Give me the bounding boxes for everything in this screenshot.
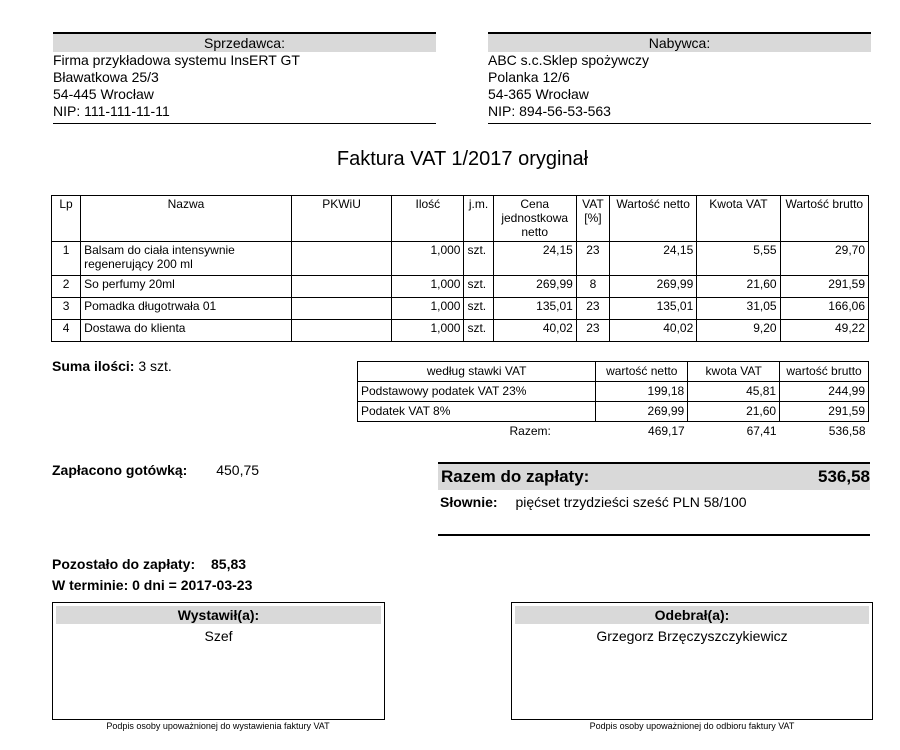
- cell-pkwiu: [291, 276, 391, 298]
- cell-netto: 40,02: [609, 320, 696, 342]
- sum-qty-label: Suma ilości:: [52, 358, 135, 374]
- cell-kwota: 31,05: [697, 298, 780, 320]
- col-netto: Wartość netto: [609, 196, 696, 242]
- cell-ilosc: 1,000: [392, 298, 464, 320]
- remaining: [52, 556, 246, 572]
- vat-netto: 199,18: [596, 382, 688, 402]
- cell-kwota: 9,20: [697, 320, 780, 342]
- cell-ilosc: 1,000: [392, 320, 464, 342]
- due-date: W terminie: 0 dni = 2017-03-23: [52, 577, 253, 593]
- remaining-label: Pozostało do zapłaty:: [52, 556, 196, 572]
- total-due-bar: [438, 462, 870, 490]
- cell-kwota: 21,60: [697, 276, 780, 298]
- vat-col-kwota: kwota VAT: [688, 362, 780, 382]
- cell-pkwiu: [291, 242, 391, 276]
- cell-vat: 8: [576, 276, 609, 298]
- cell-brutto: 29,70: [780, 242, 868, 276]
- cell-cena: 135,01: [493, 298, 576, 320]
- cell-ilosc: 1,000: [392, 276, 464, 298]
- vat-total-row: [358, 422, 869, 442]
- paid-value: 450,75: [216, 462, 260, 478]
- table-row: [358, 402, 869, 422]
- items-table: [51, 195, 869, 342]
- cell-cena: 269,99: [493, 276, 576, 298]
- total-due-value: 536,58: [818, 467, 870, 486]
- vat-rate-label: Podatek VAT 8%: [358, 402, 596, 422]
- col-brutto: Wartość brutto: [780, 196, 868, 242]
- cell-vat: 23: [576, 242, 609, 276]
- cell-netto: 269,99: [609, 276, 696, 298]
- cell-nazwa: So perfumy 20ml: [81, 276, 292, 298]
- col-jm: j.m.: [464, 196, 493, 242]
- cell-vat: 23: [576, 320, 609, 342]
- seller-street: Bławatkowa 25/3: [53, 69, 159, 85]
- cell-vat: 23: [576, 298, 609, 320]
- vat-total-label: Razem:: [509, 424, 551, 438]
- received-by-caption: Podpis osoby upoważnionej do odbioru faktury VAT: [589, 721, 795, 731]
- vat-netto: 269,99: [596, 402, 688, 422]
- paid-cash: [52, 462, 259, 478]
- issued-by-box: [52, 602, 385, 720]
- cell-netto: 24,15: [609, 242, 696, 276]
- received-by-box: [511, 602, 873, 720]
- words-value: pięćset trzydzieści sześć PLN 58/100: [515, 494, 747, 510]
- issued-by-caption: Podpis osoby upoważnionej do wystawienia faktury VAT: [106, 721, 330, 731]
- vat-kwota: 21,60: [688, 402, 780, 422]
- sum-qty-value: 3 szt.: [138, 358, 172, 374]
- received-by-header: Odebrał(a):: [515, 606, 869, 624]
- vat-total-netto: 469,17: [648, 424, 685, 438]
- vat-kwota: 45,81: [688, 382, 780, 402]
- sum-qty: [52, 358, 172, 374]
- seller-header: Sprzedawca:: [53, 32, 436, 52]
- table-row: [52, 276, 869, 298]
- buyer-street: Polanka 12/6: [488, 69, 570, 85]
- cell-nazwa: Dostawa do klienta: [81, 320, 292, 342]
- table-row: [52, 242, 869, 276]
- table-row: [358, 382, 869, 402]
- vat-rate-label: Podstawowy podatek VAT 23%: [358, 382, 596, 402]
- cell-kwota: 5,55: [697, 242, 780, 276]
- cell-lp: 1: [52, 242, 81, 276]
- vat-summary-table: [357, 361, 869, 441]
- cell-pkwiu: [291, 298, 391, 320]
- amount-in-words: [440, 494, 747, 510]
- words-divider: [438, 534, 870, 536]
- cell-brutto: 291,59: [780, 276, 868, 298]
- cell-nazwa: Pomadka długotrwała 01: [81, 298, 292, 320]
- cell-netto: 135,01: [609, 298, 696, 320]
- seller-name: Firma przykładowa systemu InsERT GT: [53, 52, 300, 68]
- issued-by-header: Wystawił(a):: [56, 606, 381, 624]
- col-vat: VAT [%]: [576, 196, 609, 242]
- cell-lp: 4: [52, 320, 81, 342]
- vat-total-brutto: 536,58: [828, 424, 866, 438]
- seller-block: [53, 32, 436, 124]
- col-pkwiu: PKWiU: [291, 196, 391, 242]
- cell-nazwa: Balsam do ciała intensywnie regenerujący 200 ml: [81, 242, 292, 276]
- words-label: Słownie:: [440, 494, 498, 510]
- col-kwota: Kwota VAT: [697, 196, 780, 242]
- remaining-value: 85,83: [211, 556, 247, 572]
- col-cena: Cena jednostkowa netto: [493, 196, 576, 242]
- cell-cena: 24,15: [493, 242, 576, 276]
- table-row: [52, 298, 869, 320]
- seller-nip: NIP: 111-111-11-11: [53, 103, 170, 119]
- buyer-nip: NIP: 894-56-53-563: [488, 103, 611, 119]
- cell-brutto: 166,06: [780, 298, 868, 320]
- vat-col-rate: według stawki VAT: [358, 362, 596, 382]
- table-row: [52, 320, 869, 342]
- vat-col-netto: wartość netto: [596, 362, 688, 382]
- col-nazwa: Nazwa: [81, 196, 292, 242]
- cell-brutto: 49,22: [780, 320, 868, 342]
- cell-pkwiu: [291, 320, 391, 342]
- vat-col-brutto: wartość brutto: [780, 362, 869, 382]
- buyer-block: [488, 32, 871, 124]
- vat-brutto: 291,59: [780, 402, 869, 422]
- vat-brutto: 244,99: [780, 382, 869, 402]
- seller-divider: [53, 123, 436, 124]
- cell-cena: 40,02: [493, 320, 576, 342]
- buyer-divider: [488, 123, 871, 124]
- paid-label: Zapłacono gotówką:: [52, 462, 188, 478]
- cell-jm: szt.: [464, 276, 493, 298]
- buyer-city: 54-365 Wrocław: [488, 86, 589, 102]
- buyer-name: ABC s.c.Sklep spożywczy: [488, 52, 650, 68]
- cell-lp: 3: [52, 298, 81, 320]
- buyer-header: Nabywca:: [488, 32, 871, 52]
- vat-total-kwota: 67,41: [746, 424, 777, 438]
- cell-jm: szt.: [464, 298, 493, 320]
- seller-city: 54-445 Wrocław: [53, 86, 154, 102]
- cell-jm: szt.: [464, 242, 493, 276]
- received-by-name: Grzegorz Brzęczyszczykiewicz: [596, 628, 788, 644]
- total-due-label: Razem do zapłaty:: [441, 467, 590, 486]
- col-lp: Lp: [52, 196, 81, 242]
- issued-by-name: Szef: [204, 628, 233, 644]
- col-ilosc: Ilość: [392, 196, 464, 242]
- cell-jm: szt.: [464, 320, 493, 342]
- cell-lp: 2: [52, 276, 81, 298]
- cell-ilosc: 1,000: [392, 242, 464, 276]
- invoice-title: Faktura VAT 1/2017 oryginał: [336, 148, 589, 170]
